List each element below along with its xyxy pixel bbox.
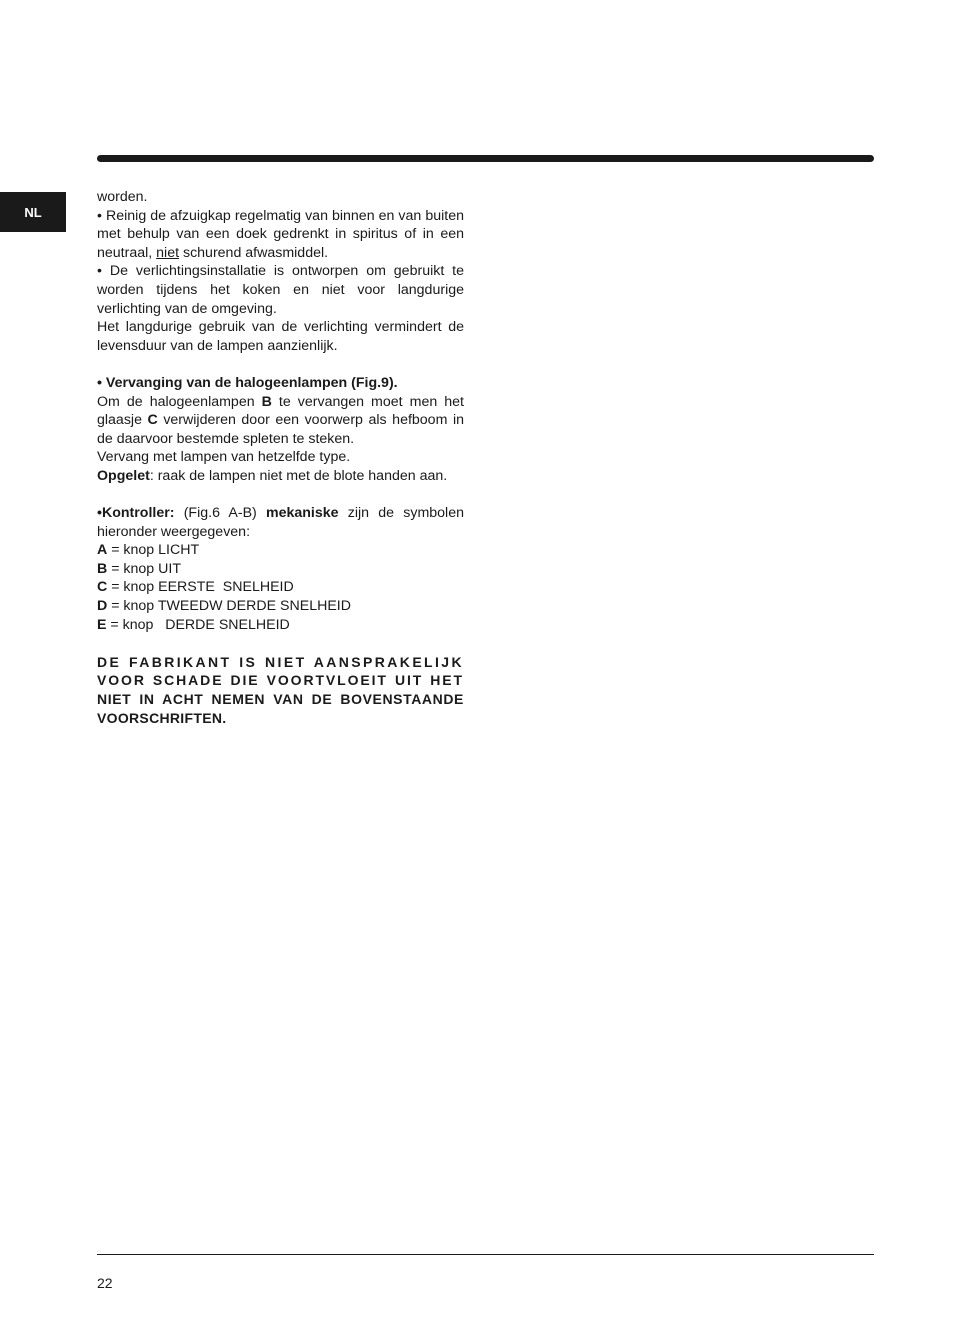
paragraph-lamp-life: Het langdurige gebruik van de verlichting vermindert de levensduur van de lampen aanzienlijk.: [97, 319, 464, 354]
controls-intro: [97, 504, 464, 541]
control-desc: = knop DERDE SNELHEID: [106, 616, 290, 633]
control-desc: = knop LICHT: [107, 542, 200, 559]
controls-label: •Kontroller:: [97, 505, 175, 522]
language-tab: [0, 192, 66, 232]
halogen-key-b: B: [261, 393, 272, 410]
manufacturer-disclaimer: [97, 653, 464, 727]
control-key: C: [97, 579, 108, 596]
control-item: [97, 560, 464, 579]
control-key: A: [97, 542, 108, 559]
cleaning-underlined-word: niet: [156, 244, 180, 261]
warning-text: : raak de lampen niet met de blote handen aan.: [149, 467, 448, 484]
language-tab-label: NL: [24, 204, 42, 220]
control-desc: = knop UIT: [107, 560, 181, 577]
controls-fig-ref: (Fig.6 A-B): [174, 505, 266, 522]
controls-tail: zijn de symbolen hieronder weergegeven:: [97, 505, 464, 540]
halogen-text-3: verwijderen door een voorwerp als hefboom in de daarvoor bestemde spleten te steken.: [97, 412, 464, 447]
controls-type: mekaniske: [265, 505, 339, 522]
top-divider: [97, 155, 874, 162]
warning-label: Opgelet: [97, 467, 150, 484]
disclaimer-line: VOORSCHRIFTEN.: [97, 709, 227, 726]
halogen-heading: • Vervanging van de halogeenlampen (Fig.9).: [97, 374, 398, 391]
paragraph-continuation: worden.: [97, 189, 148, 205]
control-item: [97, 616, 464, 635]
control-item: [97, 578, 464, 597]
control-desc: = knop TWEEDW DERDE SNELHEID: [107, 598, 351, 615]
disclaimer-line: VOOR SCHADE DIE VOORTVLOEIT UIT HET: [97, 672, 464, 689]
bottom-divider: [97, 1254, 874, 1255]
cleaning-text-end: schurend afwasmiddel.: [179, 244, 329, 261]
text-column: [97, 188, 464, 727]
control-key: E: [97, 616, 107, 633]
paragraph-cleaning: [97, 207, 464, 263]
halogen-instructions: [97, 393, 464, 449]
halogen-warning: [97, 467, 464, 486]
cleaning-text: • Reinig de afzuigkap regelmatig van binnen en van buiten met behulp van een doek gedrenkt in spiritus of in een neutraal,: [97, 207, 464, 261]
halogen-text-2: te vervangen moet men het glaasje: [97, 393, 464, 429]
halogen-key-c: C: [147, 412, 158, 429]
disclaimer-line: DE FABRIKANT IS NIET AANSPRAKELIJK: [97, 653, 464, 670]
control-desc: = knop EERSTE SNELHEID: [107, 579, 294, 596]
halogen-text-1: Om de halogeenlampen: [97, 393, 262, 410]
halogen-replace-line: Vervang met lampen van hetzelfde type.: [97, 449, 351, 466]
control-key: D: [97, 598, 108, 615]
control-item: [97, 597, 464, 616]
control-key: B: [97, 560, 108, 577]
disclaimer-line: NIET IN ACHT NEMEN VAN DE BOVENSTAANDE: [97, 691, 464, 708]
control-item: [97, 541, 464, 560]
page-number: 22: [97, 1275, 113, 1291]
paragraph-lighting: • De verlichtingsinstallatie is ontworpen om gebruikt te worden tijdens het koken en niet voor langdurige verlichting van de omgeving.: [97, 263, 464, 317]
